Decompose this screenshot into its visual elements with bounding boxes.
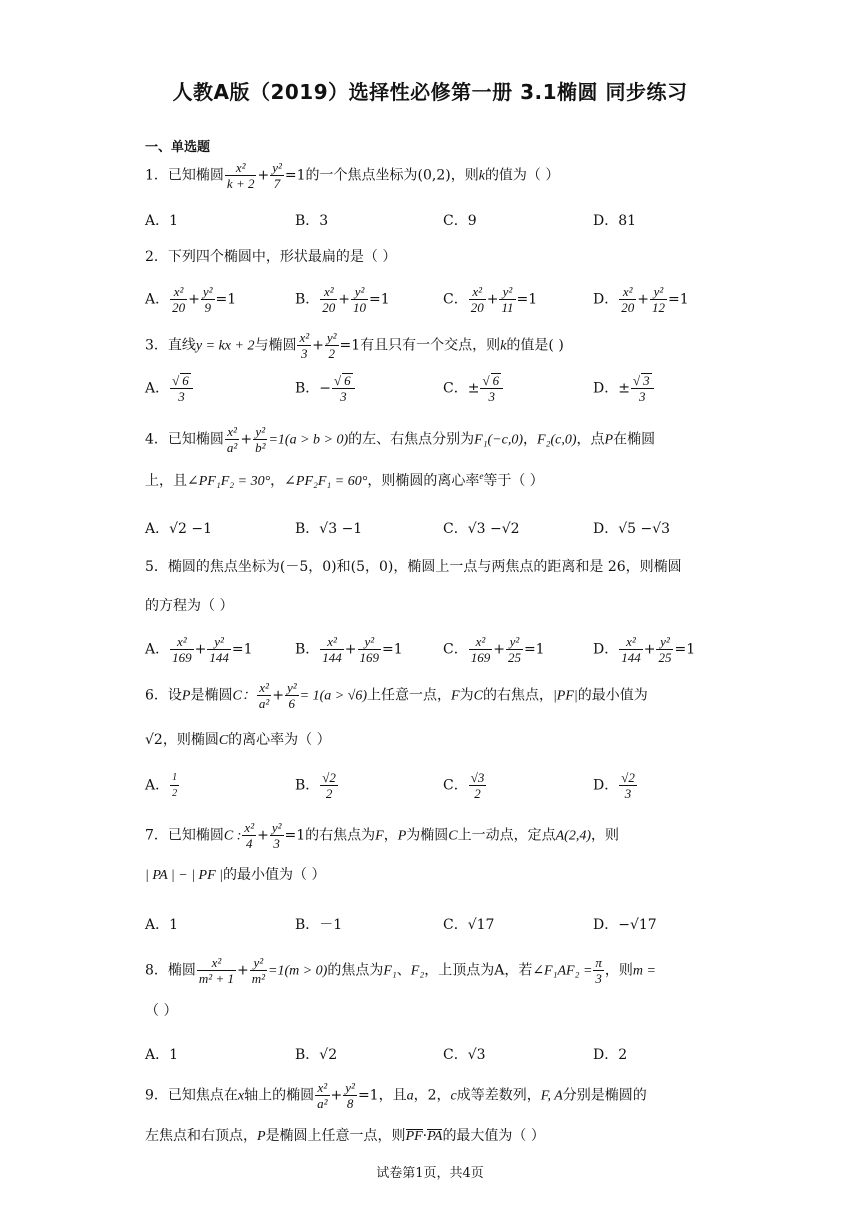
option-a[interactable]: A． $\frac{1}{2}$ bbox=[145, 772, 178, 799]
option-a[interactable]: A．1 bbox=[145, 917, 179, 933]
question-8: 8．椭圆 $\frac{\text{x²}}{\text{m² + 1}}$ + $\frac{\text{y²}}{\text{m²}}$ =1(m > 0)的焦点为F₁、F₂，上顶点为A，若∠F₁AF₂ = $\frac{\pi}{3}$ ，则m = bbox=[145, 955, 656, 986]
question-4-line-2: 上，且∠PF₁F₂ = 30°，∠PF₂F₁ = 60°，则椭圆的离心率$^e$等于（ ） bbox=[145, 471, 544, 489]
page-title: 人教A版（2019）选择性必修第一册 3.1椭圆 同步练习 bbox=[172, 80, 688, 104]
question-9-line-2: 左焦点和右顶点，P是椭圆上任意一点，则PF·PA的最大值为（ ） bbox=[145, 1128, 545, 1144]
question-4: 4．已知椭圆 $\frac{\text{x²}}{\text{a²}}$ + $\frac{\text{y²}}{\text{b²}}$ =1(a > b > 0)的左、右焦点分别为F₁(−c,0)，F₂(c,0)，点P在椭圆 bbox=[145, 424, 656, 455]
option-b[interactable]: B．√3 −1 bbox=[295, 521, 363, 537]
option-d[interactable]: D．√5 −√3 bbox=[593, 521, 671, 537]
question-9: 9．已知焦点在x轴上的椭圆 $\frac{\text{x²}}{\text{a²}}$ + $\frac{\text{y²}}{8}$ =1，且a，2，c成等差数列，F, A分别是椭圆的 bbox=[145, 1080, 647, 1111]
question-8-line-2: （ ） bbox=[145, 1003, 178, 1019]
fraction: $\frac{\text{x²}}{k + 2}$ bbox=[226, 160, 255, 191]
option-b[interactable]: B． $\frac{√2}{2}$ bbox=[295, 770, 336, 801]
option-c[interactable]: C．9 bbox=[443, 213, 477, 229]
option-c[interactable]: C．√17 bbox=[443, 917, 495, 933]
option-b[interactable]: B．3 bbox=[295, 213, 329, 229]
question-6-line-2: √2，则椭圆C的离心率为（ ） bbox=[145, 732, 331, 748]
option-d[interactable]: D．81 bbox=[593, 213, 637, 229]
question-7-line-2: | PA | − | PF |的最小值为（ ） bbox=[145, 867, 326, 883]
question-3: 3．直线y = kx + 2与椭圆 $\frac{\text{x²}}{3}$ + $\frac{\text{y²}}{2}$ =1有且只有一个交点，则k的值是( ) bbox=[145, 330, 564, 361]
option-d[interactable]: D． $\frac{\text{x²}}{144}$ + $\frac{\text{y²}}{25}$ =1 bbox=[593, 634, 696, 665]
question-7: 7．已知椭圆C : $\frac{\text{x²}}{4}$ + $\frac{\text{y²}}{3}$ =1的右焦点为F，P为椭圆C上一动点，定点A(2,4)，则 bbox=[145, 820, 619, 851]
option-b[interactable]: B． $\frac{\text{x²}}{144}$ + $\frac{\text{y²}}{169}$ =1 bbox=[295, 634, 403, 665]
option-a[interactable]: A．√2 −1 bbox=[145, 521, 213, 537]
option-a[interactable]: A． $\frac{\text{x²}}{169}$ + $\frac{\text{y²}}{144}$ =1 bbox=[145, 634, 253, 665]
option-b[interactable]: B．－1 bbox=[295, 917, 343, 933]
option-d[interactable]: D． $\frac{\text{x²}}{20}$ + $\frac{\text{y²}}{12}$ =1 bbox=[593, 284, 689, 315]
option-c[interactable]: C．√3 −√2 bbox=[443, 521, 520, 537]
option-b[interactable]: B．− $\frac{√ 6}{3}$ bbox=[295, 373, 356, 404]
question-5-line-2: 的方程为（ ） bbox=[145, 598, 234, 614]
section-heading: 一、单选题 bbox=[145, 140, 211, 155]
option-a[interactable]: A． $\frac{√ 6}{3}$ bbox=[145, 373, 194, 404]
option-d[interactable]: D．2 bbox=[593, 1047, 628, 1063]
option-c[interactable]: C．± $\frac{√ 6}{3}$ bbox=[443, 373, 504, 404]
question-5: 5．椭圆的焦点坐标为(－5，0)和(5，0)，椭圆上一点与两焦点的距离和是 26，则椭圆 bbox=[145, 559, 682, 575]
option-c[interactable]: C． $\frac{\text{x²}}{20}$ + $\frac{\text{y²}}{11}$ =1 bbox=[443, 284, 538, 315]
option-c[interactable]: C． $\frac{\text{x²}}{169}$ + $\frac{\text{y²}}{25}$ =1 bbox=[443, 634, 545, 665]
option-a[interactable]: A． $\frac{\text{x²}}{20}$ + $\frac{\text{y²}}{9}$ =1 bbox=[145, 284, 237, 315]
option-b[interactable]: B．√2 bbox=[295, 1047, 338, 1063]
option-c[interactable]: C．√3 bbox=[443, 1047, 486, 1063]
option-a[interactable]: A．1 bbox=[145, 213, 179, 229]
option-d[interactable]: D．−√17 bbox=[593, 917, 657, 933]
page-footer: 试卷第1页，共4页 bbox=[376, 1166, 484, 1181]
question-1: 1．已知椭圆 $\frac{\text{x²}}{k + 2}$ + $\frac{\text{y²}}{7}$ =1的一个焦点坐标为(0,2)，则k的值为（ ） bbox=[145, 160, 560, 191]
option-d[interactable]: D． $\frac{√2}{3}$ bbox=[593, 770, 635, 801]
option-d[interactable]: D．± $\frac{√ 3}{3}$ bbox=[593, 373, 655, 404]
question-6: 6．设P是椭圆C： $\frac{\text{x²}}{\text{a²}}$ + $\frac{\text{y²}}{6}$ = 1(a > √6)上任意一点，F为C的右焦点，|PF|的最小值为 bbox=[145, 680, 648, 711]
option-c[interactable]: C． $\frac{√3}{2}$ bbox=[443, 770, 485, 801]
option-a[interactable]: A．1 bbox=[145, 1047, 179, 1063]
fraction: $\frac{\text{y²}}{7}$ bbox=[272, 160, 282, 191]
option-b[interactable]: B． $\frac{\text{x²}}{20}$ + $\frac{\text{y²}}{10}$ =1 bbox=[295, 284, 390, 315]
question-2: 2．下列四个椭圆中，形状最扁的是（ ） bbox=[145, 249, 397, 265]
